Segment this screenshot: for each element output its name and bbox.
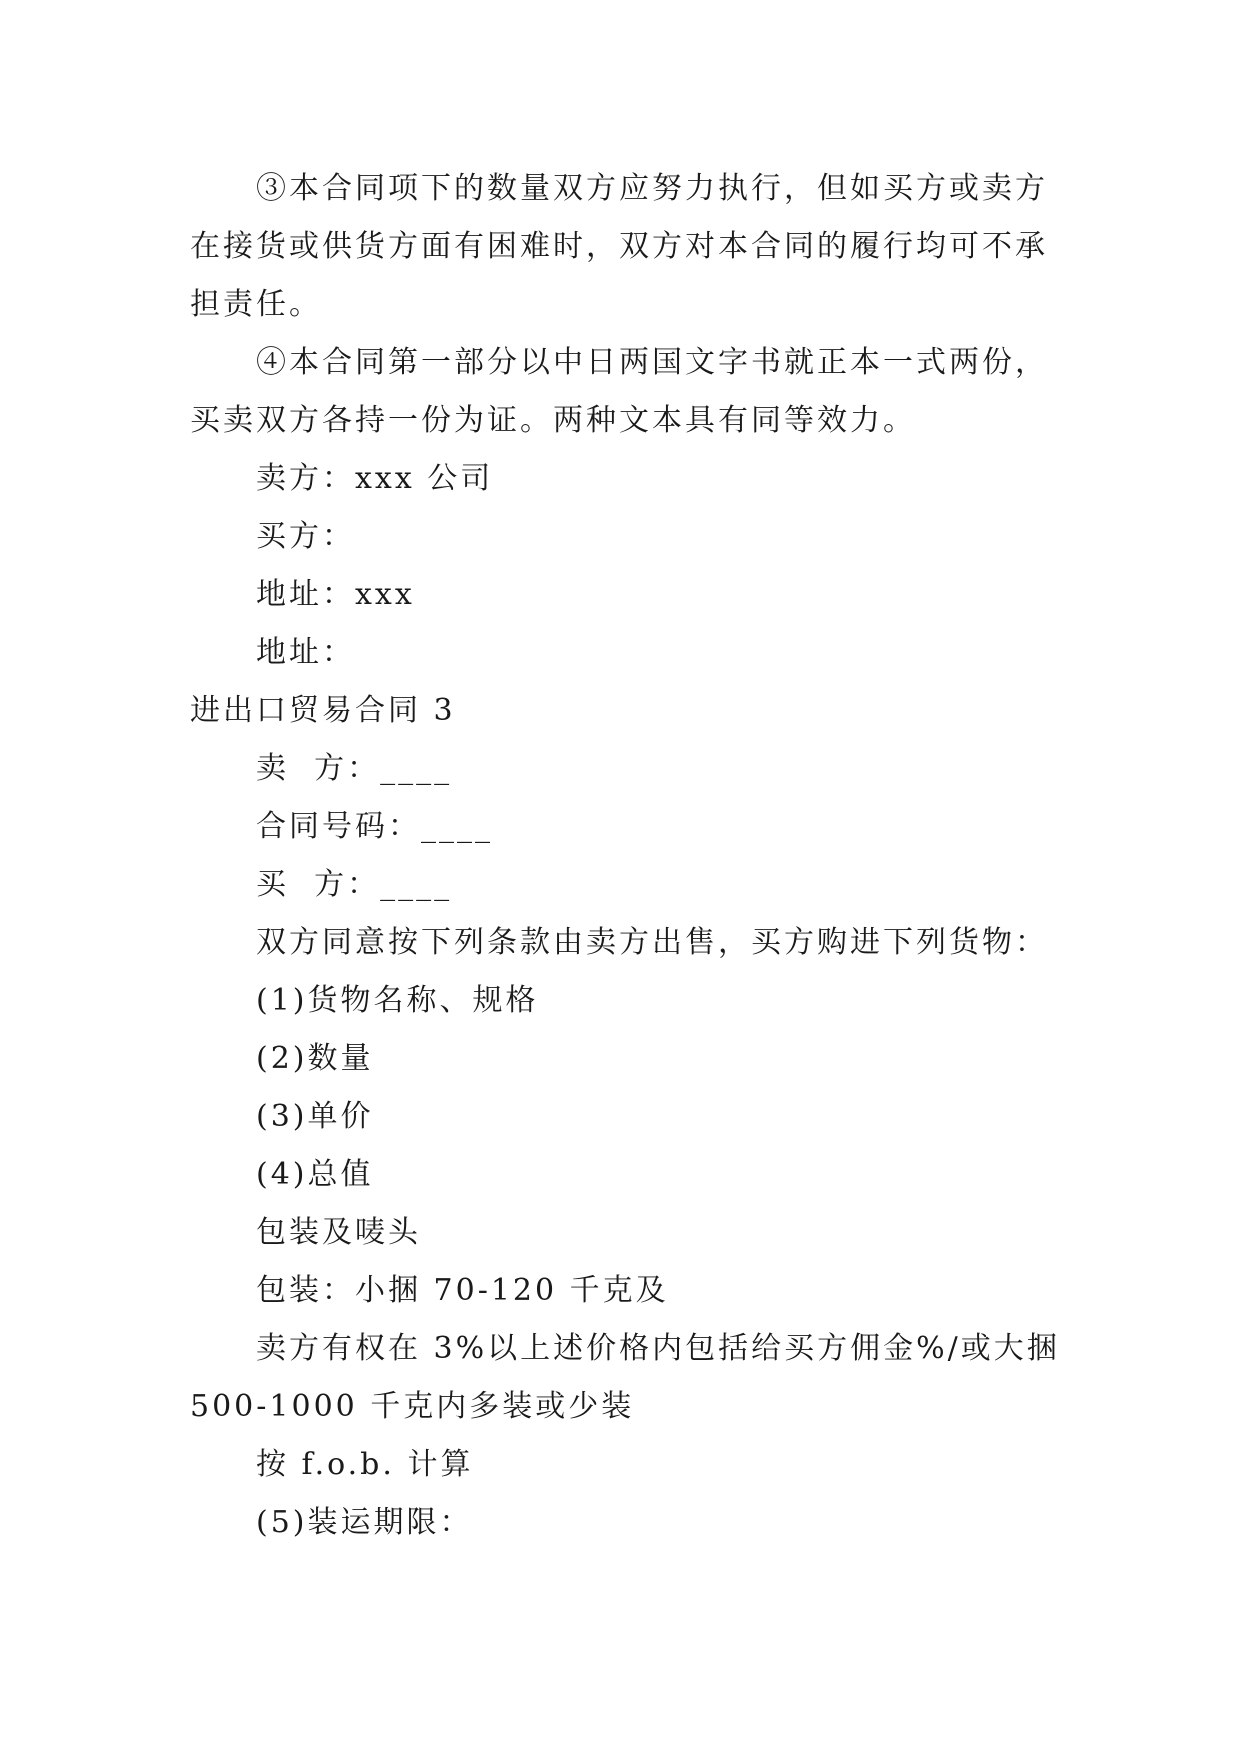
clause-3-paragraph: ③本合同项下的数量双方应努力执行，但如买方或卖方在接货或供货方面有困难时，双方对本合同的履行均可不承担责任。 — [190, 171, 1048, 322]
item-quantity: (2)数量 — [256, 1041, 374, 1076]
buyer-blank-line: 买 方：____ — [256, 867, 453, 902]
clause-4-paragraph: ④本合同第一部分以中日两国文字书就正本一式两份，买卖双方各持一份为证。两种文本具有同等效力。 — [190, 345, 1048, 438]
contract-number-line: 合同号码：____ — [256, 809, 493, 844]
item-unit-price: (3)单价 — [256, 1099, 374, 1134]
contract-title: 进出口贸易合同 3 — [190, 693, 456, 728]
item-shipment-period: (5)装运期限： — [256, 1505, 473, 1540]
buyer-line: 买方： — [256, 519, 355, 554]
commission-paragraph: 卖方有权在 3%以上述价格内包括给买方佣金%/或大捆 500-1000 千克内多装或少装 — [190, 1331, 1073, 1424]
seller-blank-line: 卖 方：____ — [256, 751, 453, 786]
agreement-line: 双方同意按下列条款由卖方出售，买方购进下列货物： — [256, 925, 1048, 960]
packing-line: 包装：小捆 70-120 千克及 — [256, 1273, 669, 1308]
item-goods-name: (1)货物名称、规格 — [256, 983, 539, 1018]
item-total-value: (4)总值 — [256, 1157, 374, 1192]
seller-line: 卖方：xxx 公司 — [256, 461, 494, 496]
document-body — [190, 160, 1073, 1552]
fob-line: 按 f.o.b. 计算 — [256, 1447, 474, 1482]
packing-heading: 包装及唛头 — [256, 1215, 421, 1250]
address-line-1: 地址：xxx — [256, 577, 415, 612]
address-line-2: 地址： — [256, 635, 355, 670]
